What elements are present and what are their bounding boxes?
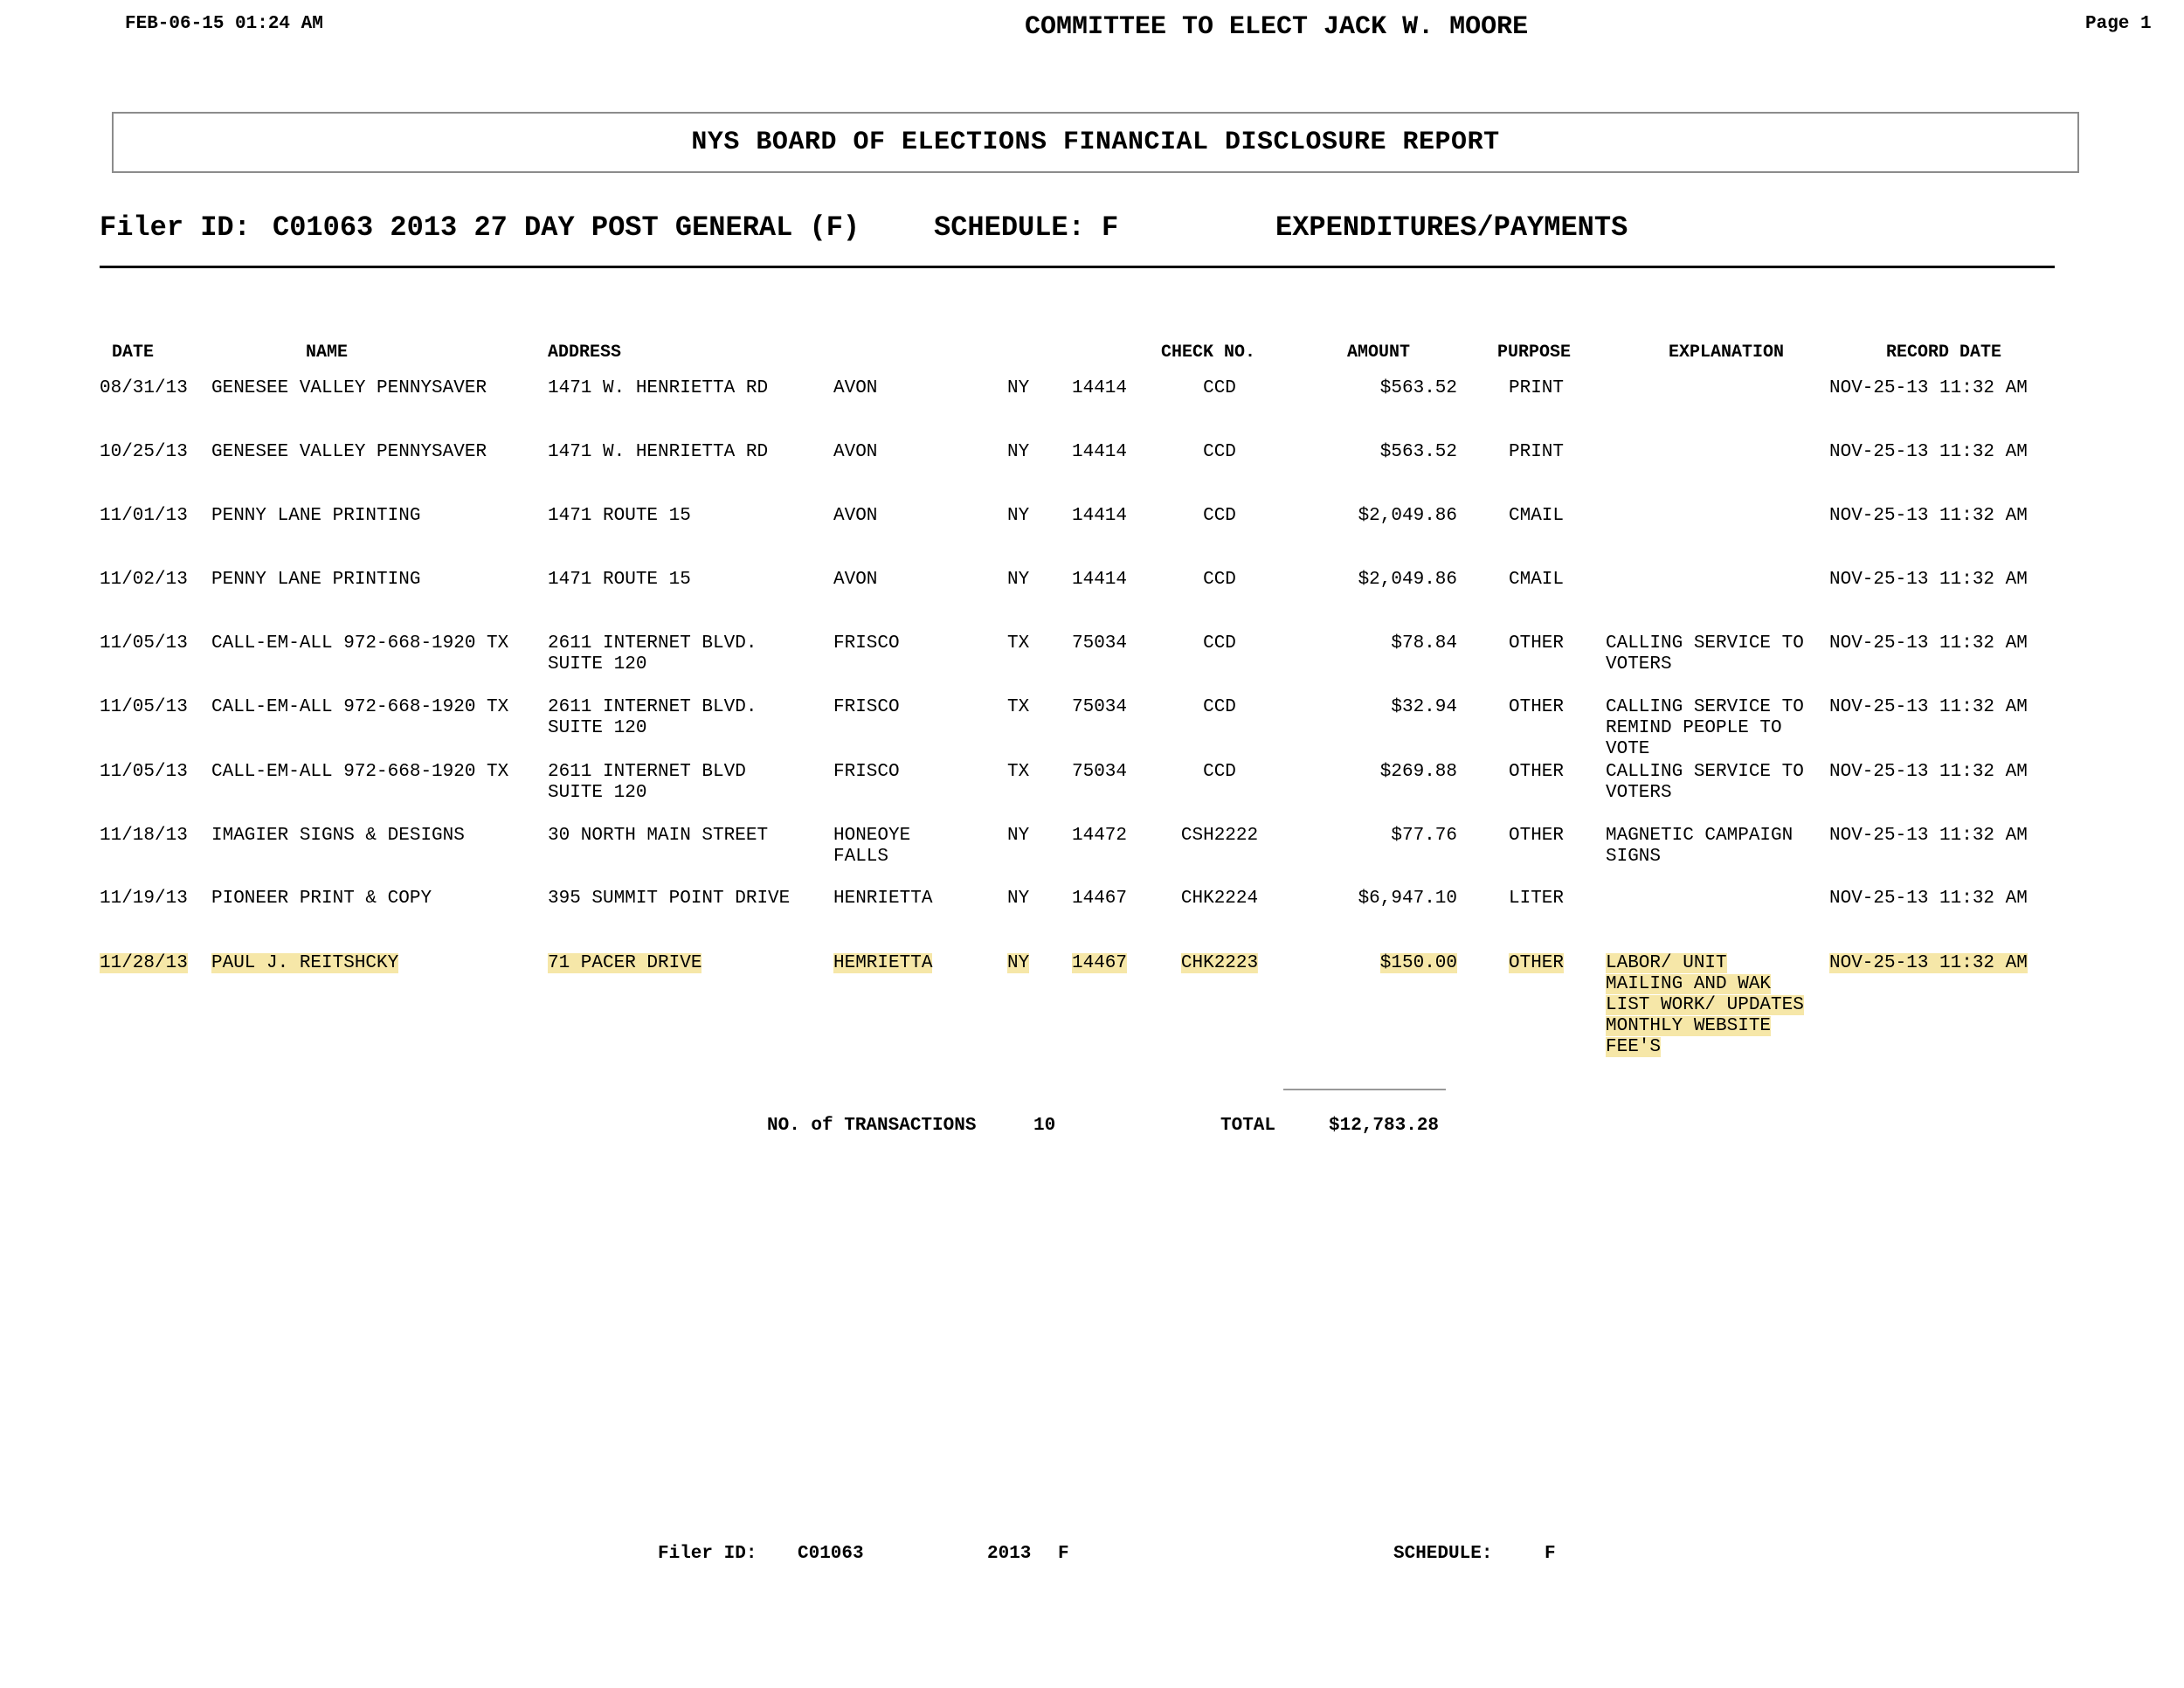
transactions-count: 10	[1033, 1116, 1056, 1136]
footer-schedule: F	[1545, 1544, 1556, 1564]
row-check-no: CCD	[1203, 570, 1236, 590]
row-amount: $563.52	[1379, 442, 1457, 462]
row-purpose: PRINT	[1509, 378, 1565, 398]
row-amount: $77.76	[1391, 826, 1457, 846]
row-city: AVON	[833, 506, 878, 526]
row-date: 11/05/13	[100, 762, 188, 782]
row-explanation: CALLING SERVICE TO VOTERS	[1606, 762, 1804, 803]
row-zip: 14472	[1072, 826, 1128, 846]
row-name: PENNY LANE PRINTING	[211, 506, 421, 526]
row-state: NY	[1007, 442, 1030, 462]
row-record-date: NOV-25-13 11:32 AM	[1829, 953, 2028, 973]
footer-year: 2013	[987, 1544, 1032, 1564]
row-state: NY	[1007, 506, 1030, 526]
row-address: 30 NORTH MAIN STREET	[548, 826, 769, 846]
row-date: 11/18/13	[100, 826, 188, 846]
row-city: HENRIETTA	[833, 889, 933, 909]
row-record-date: NOV-25-13 11:32 AM	[1829, 442, 2028, 462]
row-city: AVON	[833, 570, 878, 590]
row-zip: 75034	[1072, 697, 1128, 717]
row-state: NY	[1007, 953, 1030, 973]
row-name: PENNY LANE PRINTING	[211, 570, 421, 590]
row-state: NY	[1007, 826, 1030, 846]
row-check-no: CCD	[1203, 633, 1236, 654]
row-amount: $6,947.10	[1358, 889, 1457, 909]
row-record-date: NOV-25-13 11:32 AM	[1829, 570, 2028, 590]
print-timestamp: FEB-06-15 01:24 AM	[125, 14, 323, 34]
row-explanation: CALLING SERVICE TO VOTERS	[1606, 633, 1804, 675]
col-amount: AMOUNT	[1347, 342, 1411, 363]
row-record-date: NOV-25-13 11:32 AM	[1829, 762, 2028, 782]
row-address: 71 PACER DRIVE	[548, 953, 702, 973]
row-address: 2611 INTERNET BLVD SUITE 120	[548, 762, 746, 803]
row-state: TX	[1007, 633, 1030, 654]
row-zip: 14467	[1072, 889, 1128, 909]
row-city: AVON	[833, 378, 878, 398]
row-zip: 75034	[1072, 633, 1128, 654]
row-check-no: CHK2223	[1180, 953, 1259, 973]
row-zip: 14414	[1072, 378, 1128, 398]
footer-filer-label: Filer ID:	[658, 1544, 757, 1564]
row-address: 395 SUMMIT POINT DRIVE	[548, 889, 791, 909]
row-name: CALL-EM-ALL 972-668-1920 TX	[211, 762, 509, 782]
row-name: CALL-EM-ALL 972-668-1920 TX	[211, 697, 509, 717]
col-explanation: EXPLANATION	[1669, 342, 1785, 363]
row-record-date: NOV-25-13 11:32 AM	[1829, 697, 2028, 717]
total-label: TOTAL	[1220, 1116, 1276, 1136]
total-rule	[1283, 1089, 1446, 1090]
row-check-no: CCD	[1203, 378, 1236, 398]
row-address: 2611 INTERNET BLVD. SUITE 120	[548, 633, 757, 675]
committee-name: COMMITTEE TO ELECT JACK W. MOORE	[1025, 12, 1529, 42]
row-amount: $269.88	[1379, 762, 1457, 782]
row-city: FRISCO	[833, 633, 900, 654]
row-city: AVON	[833, 442, 878, 462]
row-city: FRISCO	[833, 762, 900, 782]
row-zip: 14414	[1072, 506, 1128, 526]
footer-filer-id: C01063	[798, 1544, 864, 1564]
row-name: GENESEE VALLEY PENNYSAVER	[211, 378, 487, 398]
row-explanation: CALLING SERVICE TO REMIND PEOPLE TO VOTE	[1606, 697, 1804, 759]
report-title: NYS BOARD OF ELECTIONS FINANCIAL DISCLOSURE REPORT	[691, 128, 1500, 157]
row-zip: 14467	[1072, 953, 1128, 973]
row-date: 11/05/13	[100, 697, 188, 717]
row-zip: 75034	[1072, 762, 1128, 782]
row-date: 10/25/13	[100, 442, 188, 462]
schedule-title: EXPENDITURES/PAYMENTS	[1275, 211, 1628, 244]
row-amount: $2,049.86	[1358, 570, 1457, 590]
page-number: Page 1	[2085, 14, 2152, 34]
row-record-date: NOV-25-13 11:32 AM	[1829, 378, 2028, 398]
row-state: TX	[1007, 697, 1030, 717]
row-state: NY	[1007, 378, 1030, 398]
col-name: NAME	[306, 342, 349, 363]
row-city: HEMRIETTA	[833, 953, 933, 973]
total-amount: $12,783.28	[1329, 1116, 1440, 1136]
row-purpose: OTHER	[1509, 633, 1565, 654]
row-date: 11/28/13	[100, 953, 188, 973]
row-amount: $32.94	[1391, 697, 1457, 717]
filer-id-label: Filer ID:	[100, 211, 251, 244]
footer-period: F	[1058, 1544, 1069, 1564]
row-date: 08/31/13	[100, 378, 188, 398]
row-date: 11/05/13	[100, 633, 188, 654]
row-purpose: CMAIL	[1509, 506, 1565, 526]
row-state: NY	[1007, 570, 1030, 590]
row-purpose: OTHER	[1509, 953, 1565, 973]
row-purpose: LITER	[1509, 889, 1565, 909]
row-zip: 14414	[1072, 442, 1128, 462]
row-check-no: CCD	[1203, 506, 1236, 526]
header-rule	[100, 266, 2055, 268]
row-address: 1471 ROUTE 15	[548, 570, 691, 590]
row-address: 1471 W. HENRIETTA RD	[548, 442, 769, 462]
row-name: CALL-EM-ALL 972-668-1920 TX	[211, 633, 509, 654]
row-check-no: CCD	[1203, 442, 1236, 462]
col-record-date: RECORD DATE	[1886, 342, 2002, 363]
row-purpose: PRINT	[1509, 442, 1565, 462]
row-name: GENESEE VALLEY PENNYSAVER	[211, 442, 487, 462]
row-address: 1471 ROUTE 15	[548, 506, 691, 526]
row-zip: 14414	[1072, 570, 1128, 590]
row-state: TX	[1007, 762, 1030, 782]
row-record-date: NOV-25-13 11:32 AM	[1829, 506, 2028, 526]
row-check-no: CSH2222	[1180, 826, 1259, 846]
row-amount: $78.84	[1391, 633, 1457, 654]
row-check-no: CHK2224	[1180, 889, 1259, 909]
row-check-no: CCD	[1203, 762, 1236, 782]
report-title-box	[112, 112, 2079, 173]
row-explanation: MAGNETIC CAMPAIGN SIGNS	[1606, 826, 1794, 867]
row-name: PAUL J. REITSHCKY	[211, 953, 399, 973]
row-date: 11/19/13	[100, 889, 188, 909]
col-address: ADDRESS	[548, 342, 622, 363]
row-date: 11/02/13	[100, 570, 188, 590]
col-check-no: CHECK NO.	[1161, 342, 1256, 363]
filing-period: C01063 2013 27 DAY POST GENERAL (F)	[273, 211, 860, 244]
row-purpose: OTHER	[1509, 826, 1565, 846]
col-date: DATE	[112, 342, 155, 363]
row-record-date: NOV-25-13 11:32 AM	[1829, 633, 2028, 654]
row-name: PIONEER PRINT & COPY	[211, 889, 432, 909]
row-city: FRISCO	[833, 697, 900, 717]
transactions-label: NO. of TRANSACTIONS	[767, 1116, 977, 1136]
row-state: NY	[1007, 889, 1030, 909]
row-record-date: NOV-25-13 11:32 AM	[1829, 826, 2028, 846]
row-explanation: LABOR/ UNIT MAILING AND WAK LIST WORK/ UPDATES MONTHLY WEBSITE FEE'S	[1606, 953, 1804, 1057]
row-date: 11/01/13	[100, 506, 188, 526]
row-check-no: CCD	[1203, 697, 1236, 717]
row-address: 1471 W. HENRIETTA RD	[548, 378, 769, 398]
row-purpose: OTHER	[1509, 697, 1565, 717]
row-city: HONEOYE FALLS	[833, 826, 911, 867]
row-purpose: CMAIL	[1509, 570, 1565, 590]
row-amount: $2,049.86	[1358, 506, 1457, 526]
row-record-date: NOV-25-13 11:32 AM	[1829, 889, 2028, 909]
col-purpose: PURPOSE	[1497, 342, 1572, 363]
row-amount: $563.52	[1379, 378, 1457, 398]
schedule-label: SCHEDULE: F	[934, 211, 1119, 244]
row-address: 2611 INTERNET BLVD. SUITE 120	[548, 697, 757, 738]
row-name: IMAGIER SIGNS & DESIGNS	[211, 826, 465, 846]
row-amount: $150.00	[1379, 953, 1457, 973]
footer-schedule-label: SCHEDULE:	[1393, 1544, 1493, 1564]
row-purpose: OTHER	[1509, 762, 1565, 782]
